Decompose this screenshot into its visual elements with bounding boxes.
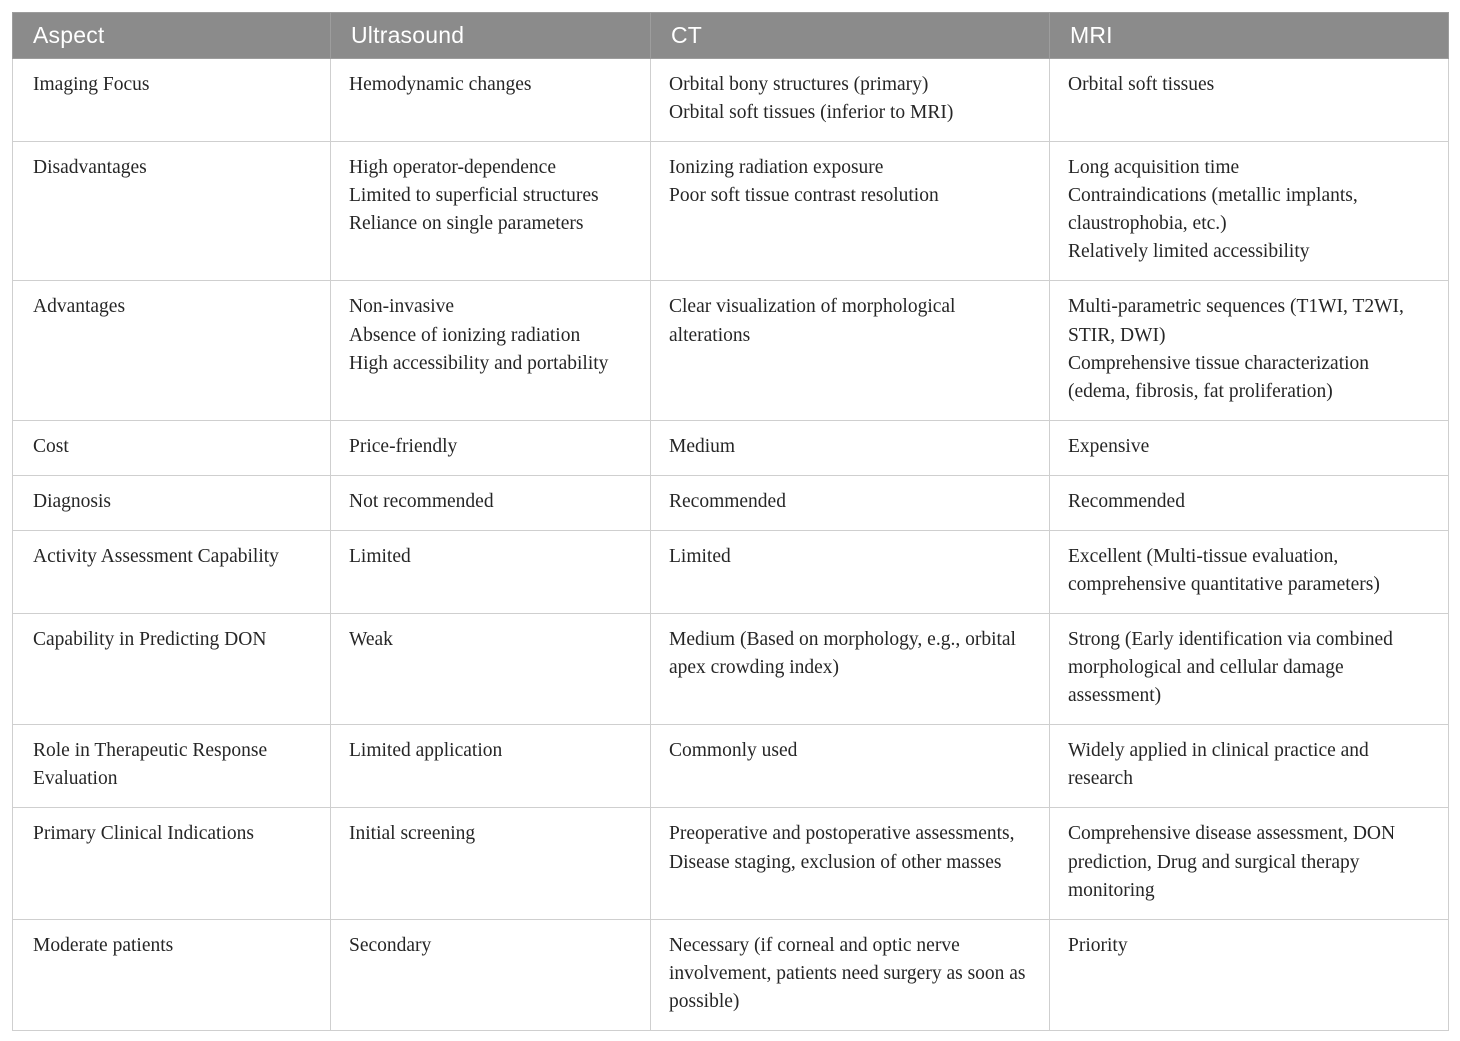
imaging-modality-comparison-table <box>12 12 1449 1031</box>
cell-ct <box>651 420 1050 475</box>
cell-text: Primary Clinical Indications <box>33 823 254 845</box>
cell-mri <box>1050 59 1449 142</box>
header-aspect: Aspect <box>13 13 331 59</box>
cell-text: Capability in Predicting DON <box>33 629 267 651</box>
cell-text: Disadvantages <box>33 157 147 179</box>
cell-mri <box>1050 475 1449 530</box>
cell-text: Relatively limited accessibility <box>1068 241 1310 263</box>
cell-text: Recommended <box>1068 490 1185 512</box>
cell-text: Priority <box>1068 934 1128 956</box>
cell-text: Necessary (if corneal and optic nerve involvement, patients need surgery as soon as possible) <box>669 934 1026 1012</box>
header-ct: CT <box>651 13 1050 59</box>
cell-text: Non-invasive <box>349 296 455 318</box>
cell-text: Long acquisition time <box>1068 157 1240 179</box>
cell-mri <box>1050 420 1449 475</box>
cell-ultrasound <box>331 919 651 1030</box>
cell-text: Comprehensive disease assessment, DON prediction, Drug and surgical therapy monitoring <box>1068 823 1396 901</box>
cell-text: Widely applied in clinical practice and research <box>1068 740 1369 790</box>
table-row <box>13 919 1449 1030</box>
header-ultrasound: Ultrasound <box>331 13 651 59</box>
table-row <box>13 281 1449 420</box>
cell-text: Contraindications (metallic implants, claustrophobia, etc.) <box>1068 185 1358 235</box>
cell-text: Advantages <box>33 296 126 318</box>
cell-ct <box>651 281 1050 420</box>
cell-ultrasound <box>331 281 651 420</box>
cell-ultrasound <box>331 808 651 919</box>
cell-ultrasound <box>331 475 651 530</box>
cell-text: Absence of ionizing radiation <box>349 324 581 346</box>
cell-text: Price-friendly <box>349 435 458 457</box>
table-body <box>13 59 1449 1031</box>
cell-ct <box>651 142 1050 281</box>
cell-text: Poor soft tissue contrast resolution <box>669 185 939 207</box>
header-row <box>13 13 1449 59</box>
cell-ultrasound <box>331 530 651 613</box>
cell-text: Expensive <box>1068 435 1150 457</box>
cell-mri <box>1050 725 1449 808</box>
cell-aspect <box>13 614 331 725</box>
cell-text: Limited <box>349 545 411 567</box>
cell-text: Initial screening <box>349 823 476 845</box>
cell-text: Cost <box>33 435 69 457</box>
cell-text: Preoperative and postoperative assessments, Disease staging, exclusion of other masses <box>669 823 1015 873</box>
cell-text: Commonly used <box>669 740 798 762</box>
cell-ultrasound <box>331 725 651 808</box>
table-row <box>13 530 1449 613</box>
cell-mri <box>1050 142 1449 281</box>
cell-aspect <box>13 530 331 613</box>
cell-text: Limited to superficial structures <box>349 185 599 207</box>
cell-text: Strong (Early identification via combined morphological and cellular damage assessment) <box>1068 629 1393 707</box>
cell-aspect <box>13 808 331 919</box>
cell-text: Orbital bony structures (primary) <box>669 74 929 95</box>
cell-mri <box>1050 808 1449 919</box>
cell-text: Orbital soft tissues <box>1068 74 1215 95</box>
cell-text: Moderate patients <box>33 934 174 956</box>
table-row <box>13 142 1449 281</box>
cell-aspect <box>13 475 331 530</box>
cell-text: Weak <box>349 629 393 651</box>
cell-text: High operator-dependence <box>349 157 556 179</box>
cell-mri <box>1050 530 1449 613</box>
cell-text: Activity Assessment Capability <box>33 545 279 567</box>
cell-ultrasound <box>331 59 651 142</box>
table-row <box>13 725 1449 808</box>
cell-ct <box>651 808 1050 919</box>
cell-text: Secondary <box>349 934 432 956</box>
cell-text: Imaging Focus <box>33 74 150 95</box>
cell-aspect <box>13 281 331 420</box>
cell-text: Medium (Based on morphology, e.g., orbital apex crowding index) <box>669 629 1016 679</box>
cell-ct <box>651 475 1050 530</box>
header-mri: MRI <box>1050 13 1449 59</box>
table-header <box>13 13 1449 59</box>
cell-aspect <box>13 59 331 142</box>
cell-text: Orbital soft tissues (inferior to MRI) <box>669 102 954 124</box>
cell-text: Reliance on single parameters <box>349 213 584 235</box>
cell-text: Comprehensive tissue characterization (edema, fibrosis, fat proliferation) <box>1068 352 1370 402</box>
cell-text: High accessibility and portability <box>349 352 609 374</box>
cell-text: Clear visualization of morphological alterations <box>669 296 956 346</box>
cell-text: Not recommended <box>349 490 494 512</box>
cell-ultrasound <box>331 420 651 475</box>
cell-text: Multi-parametric sequences (T1WI, T2WI, STIR, DWI) <box>1068 296 1404 346</box>
table-row <box>13 420 1449 475</box>
cell-ct <box>651 614 1050 725</box>
cell-ct <box>651 919 1050 1030</box>
cell-text: Diagnosis <box>33 490 111 512</box>
cell-text: Limited <box>669 545 731 567</box>
cell-aspect <box>13 919 331 1030</box>
table-row <box>13 59 1449 142</box>
cell-text: Recommended <box>669 490 786 512</box>
cell-ultrasound <box>331 614 651 725</box>
cell-ct <box>651 725 1050 808</box>
cell-text: Hemodynamic changes <box>349 74 532 95</box>
cell-aspect <box>13 420 331 475</box>
cell-text: Ionizing radiation exposure <box>669 157 884 179</box>
cell-text: Limited application <box>349 740 503 762</box>
table-row <box>13 614 1449 725</box>
cell-ct <box>651 530 1050 613</box>
cell-text: Role in Therapeutic Response Evaluation <box>33 740 268 790</box>
cell-text: Medium <box>669 435 736 457</box>
cell-text: Excellent (Multi-tissue evaluation, comprehensive quantitative parameters) <box>1068 545 1380 596</box>
cell-aspect <box>13 725 331 808</box>
cell-mri <box>1050 614 1449 725</box>
cell-mri <box>1050 281 1449 420</box>
cell-ultrasound <box>331 142 651 281</box>
table-row <box>13 475 1449 530</box>
cell-mri <box>1050 919 1449 1030</box>
cell-aspect <box>13 142 331 281</box>
cell-ct <box>651 59 1050 142</box>
table-row <box>13 808 1449 919</box>
